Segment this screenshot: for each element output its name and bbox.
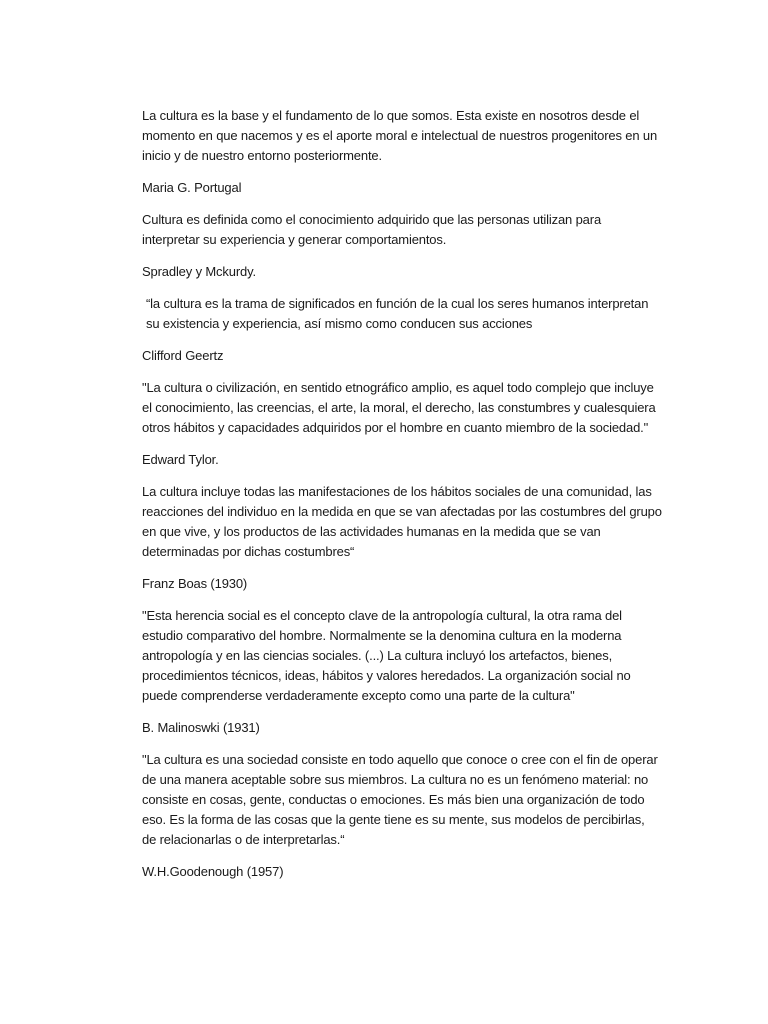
document-body [142, 106, 662, 894]
paragraph-spradley: Cultura es definida como el conocimiento adquirido que las personas utilizan para interpretar su experiencia y generar comportamientos. [142, 212, 602, 247]
paragraph-geertz: “la cultura es la trama de significados en función de la cual los seres humanos interpretan su existencia y experiencia, así mismo como conducen sus acciones [146, 296, 649, 331]
author-geertz: Clifford Geertz [142, 348, 224, 363]
author-tylor: Edward Tylor. [142, 452, 219, 467]
author-spradley: Spradley y Mckurdy. [142, 264, 256, 279]
author-goodenough: W.H.Goodenough (1957) [142, 864, 284, 879]
author-portugal: Maria G. Portugal [142, 180, 242, 195]
paragraph-tylor: "La cultura o civilización, en sentido etnográfico amplio, es aquel todo complejo que incluye el conocimiento, las creencias, el arte, la moral, el derecho, las constumbres y cualesquiera otros hábitos y capacidades adquiridos por el hombre en cuanto miembro de la sociedad." [142, 380, 656, 435]
paragraph-boas: La cultura incluye todas las manifestaciones de los hábitos sociales de una comunidad, las reacciones del individuo en la medida en que se van afectadas por las costumbres del grupo en que vive, y los productos de las actividades humanas en la medida que se van determinadas por dichas costumbres“ [142, 484, 662, 559]
author-boas: Franz Boas (1930) [142, 576, 248, 591]
author-malinowski: B. Malinoswki (1931) [142, 720, 260, 735]
paragraph-malinowski: "Esta herencia social es el concepto clave de la antropología cultural, la otra rama del estudio comparativo del hombre. Normalmente se la denomina cultura en la moderna antropología y en las ciencias sociales. (...) La cultura incluyó los artefactos, bienes, procedimientos técnicos, ideas, hábitos y valores heredados. La organización social no puede comprenderse verdaderamente excepto como una parte de la cultura" [142, 608, 631, 703]
paragraph-portugal: La cultura es la base y el fundamento de lo que somos. Esta existe en nosotros desde el momento en que nacemos y es el aporte moral e intelectual de nuestros progenitores en un inicio y de nuestro entorno posteriormente. [142, 108, 658, 163]
paragraph-goodenough: "La cultura es una sociedad consiste en todo aquello que conoce o cree con el fin de operar de una manera aceptable sobre sus miembros. La cultura no es un fenómeno material: no consiste en cosas, gente, conductas o emociones. Es más bien una organización de todo eso. Es la forma de las cosas que la gente tiene es su mente, sus modelos de percibirlas, de relacionarlas o de interpretarlas.“ [142, 752, 658, 847]
